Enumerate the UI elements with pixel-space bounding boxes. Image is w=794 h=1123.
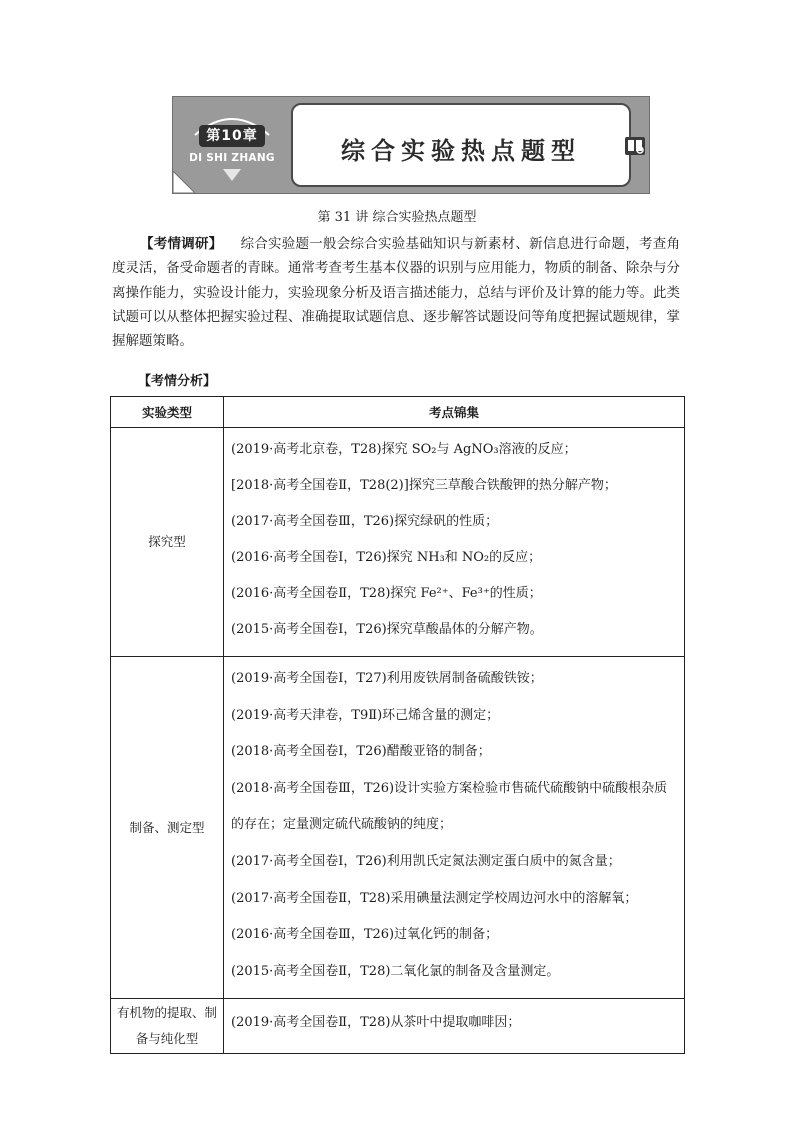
chapter-pinyin: DI SHI ZHANG (189, 152, 275, 164)
book-icon (625, 137, 645, 155)
list-item: (2019·高考全国卷Ⅰ，T27)利用废铁屑制备硫酸铁铵； (231, 671, 543, 686)
page-fold-decoration (173, 171, 195, 193)
list-item: (2015·高考全国卷Ⅱ，T28)二氧化氯的制备及含量测定。 (231, 963, 560, 979)
analysis-label: 【考情分析】 (138, 374, 217, 389)
list-item: [2018·高考全国卷Ⅱ，T28(2)]探究三草酸合铁酸钾的热分解产物； (231, 478, 617, 493)
list-item: (2015·高考全国卷Ⅰ，T26)探究草酸晶体的分解产物。 (231, 622, 543, 637)
list-item: (2016·高考全国卷Ⅰ，T26)探究 NH₃和 NO₂的反应； (231, 550, 542, 565)
list-item: (2019·高考北京卷，T28)探究 SO₂与 AgNO₃溶液的反应； (231, 442, 577, 457)
table-header-row (111, 397, 685, 428)
table-row (111, 657, 685, 999)
table-row (111, 999, 685, 1054)
triangle-down-icon (223, 169, 241, 181)
chapter-number-label: 第10章 (199, 125, 265, 147)
items-cell (224, 999, 685, 1054)
category-cell: 探究型 (111, 428, 224, 657)
table-row (111, 428, 685, 657)
list-item: (2017·高考全国卷Ⅰ，T26)利用凯氏定氮法测定蛋白质中的氮含量； (231, 853, 621, 869)
items-cell (224, 428, 685, 657)
exam-analysis-table (110, 396, 685, 1054)
header-key-points: 考点锦集 (224, 397, 685, 428)
list-item: (2016·高考全国卷Ⅱ，T28)探究 Fe²⁺、Fe³⁺的性质； (231, 586, 542, 601)
items-cell (224, 657, 685, 999)
book-icon-glyph (625, 137, 645, 155)
list-item: (2018·高考全国卷Ⅲ，T26)设计实验方案检验市售硫代硫酸钠中硫酸根杂质的存在；定量测定硫代硫酸钠的纯度； (231, 780, 668, 833)
header-experiment-type: 实验类型 (111, 397, 224, 428)
intro-label: 【考情调研】 (140, 236, 223, 252)
lesson-title: 第 31 讲 综合实验热点题型 (317, 210, 477, 225)
list-item: (2018·高考全国卷Ⅰ，T26)醋酸亚铬的制备； (231, 744, 491, 760)
list-item: (2017·高考全国卷Ⅱ，T28)采用碘量法测定学校周边河水中的溶解氧； (231, 890, 638, 906)
intro-paragraph (112, 232, 680, 353)
list-item: (2019·高考全国卷Ⅱ，T28)从茶叶中提取咖啡因； (231, 1015, 521, 1031)
category-cell: 制备、测定型 (111, 657, 224, 999)
list-item: (2017·高考全国卷Ⅲ，T26)探究绿矾的性质； (231, 514, 499, 529)
intro-text: 综合实验题一般会综合实验基础知识与新素材、新信息进行命题，考查角度灵活，备受命题者的青睐。通常考查考生基本仪器的识别与应用能力，物质的制备、除杂与分离操作能力，实验设计能力，实验现象分析及语言描述能力，总结与评价及计算的能力等。此类试题可以从整体把握实验过程、准确提取试题信息、逐步解答试题设问等角度把握试题规律，掌握解题策略。 (112, 236, 681, 350)
chapter-banner (172, 96, 650, 194)
chapter-title: 综合实验热点题型 (341, 137, 581, 165)
chapter-badge (185, 105, 279, 185)
category-cell: 有机物的提取、制备与纯化型 (111, 999, 224, 1054)
chapter-title-panel (291, 103, 631, 187)
list-item: (2016·高考全国卷Ⅲ，T26)过氧化钙的制备； (231, 927, 499, 943)
list-item: (2019·高考天津卷，T9Ⅱ)环己烯含量的测定； (231, 707, 500, 723)
